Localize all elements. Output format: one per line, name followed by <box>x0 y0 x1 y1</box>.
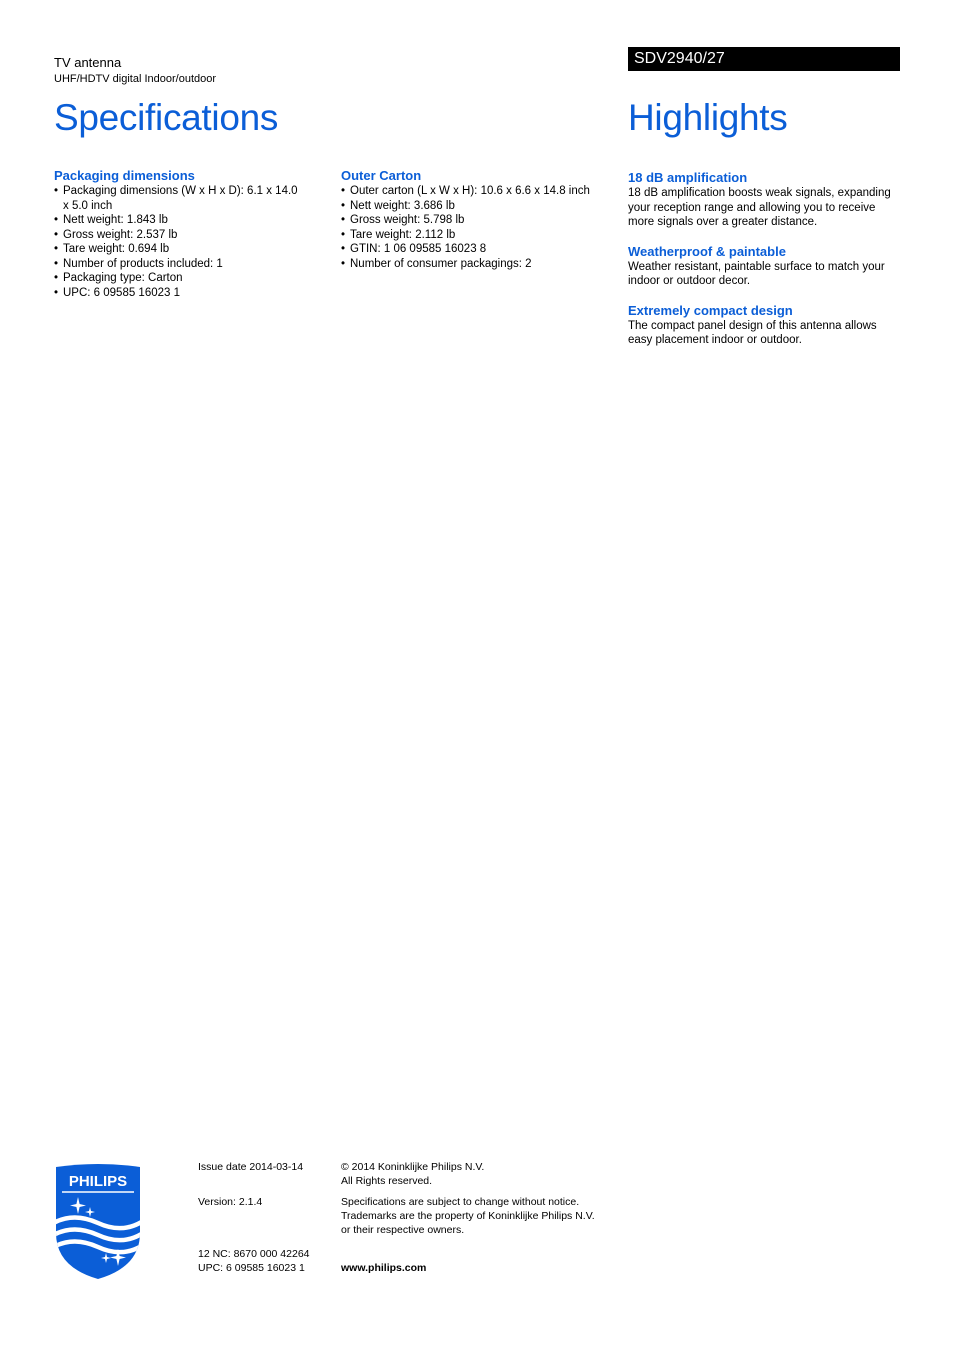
upc-number: UPC: 6 09585 16023 1 <box>198 1262 305 1274</box>
notice-line: Trademarks are the property of Koninklijke Philips N.V. <box>341 1210 595 1222</box>
legal-notice <box>341 1195 621 1237</box>
highlight-heading: Extremely compact design <box>628 302 793 318</box>
highlights-title: Highlights <box>628 97 788 138</box>
highlight-item <box>628 170 903 230</box>
list-item: • Gross weight: 2.537 lb <box>54 228 304 243</box>
packaging-dimensions-list <box>54 184 304 300</box>
outer-carton-section <box>341 168 621 271</box>
copyright-line: All Rights reserved. <box>341 1175 433 1187</box>
product-type: TV antenna <box>54 55 122 70</box>
copyright-line: © 2014 Koninklijke Philips N.V. <box>341 1161 485 1173</box>
website-link[interactable]: www.philips.com <box>341 1262 427 1274</box>
list-item: • Nett weight: 1.843 lb <box>54 213 304 228</box>
highlight-item <box>628 244 903 289</box>
highlight-text: Weather resistant, paintable surface to match your indoor or outdoor decor. <box>628 260 885 287</box>
list-item: • Gross weight: 5.798 lb <box>341 213 621 228</box>
list-item: • Packaging type: Carton <box>54 271 304 286</box>
highlights-section <box>628 170 903 362</box>
model-number-bar: SDV2940/27 <box>628 47 900 71</box>
packaging-dimensions-section <box>54 168 304 300</box>
svg-text:PHILIPS: PHILIPS <box>68 1173 128 1190</box>
copyright <box>341 1160 621 1188</box>
product-subtitle: UHF/HDTV digital Indoor/outdoor <box>54 73 217 85</box>
list-item: • Outer carton (L x W x H): 10.6 x 6.6 x 14.8 inch <box>341 184 621 199</box>
notice-line: or their respective owners. <box>341 1224 465 1236</box>
list-item: • Tare weight: 0.694 lb <box>54 242 304 257</box>
list-item: • UPC: 6 09585 16023 1 <box>54 286 304 301</box>
packaging-dimensions-heading: Packaging dimensions <box>54 168 195 183</box>
list-item: • Number of consumer packagings: 2 <box>341 257 621 272</box>
philips-shield-icon <box>54 1163 142 1280</box>
version: Version: 2.1.4 <box>198 1196 263 1208</box>
outer-carton-heading: Outer Carton <box>341 168 422 183</box>
highlight-text: 18 dB amplification boosts weak signals, expanding your reception range and allowing you to receive more signals over a greater distance. <box>628 187 891 228</box>
highlight-text: The compact panel design of this antenna allows easy placement indoor or outdoor. <box>628 319 877 346</box>
specifications-title: Specifications <box>54 97 279 138</box>
outer-carton-list <box>341 184 621 271</box>
list-item: • Packaging dimensions (W x H x D): 6.1 x 14.0 x 5.0 inch <box>54 184 304 213</box>
list-item: • Number of products included: 1 <box>54 257 304 272</box>
notice-line: Specifications are subject to change without notice. <box>341 1196 580 1208</box>
issue-date: Issue date 2014-03-14 <box>198 1161 304 1173</box>
list-item: • GTIN: 1 06 09585 16023 8 <box>341 242 621 257</box>
highlight-heading: 18 dB amplification <box>628 170 748 185</box>
list-item: • Nett weight: 3.686 lb <box>341 199 621 214</box>
highlight-heading: Weatherproof & paintable <box>628 243 786 259</box>
nc-number: 12 NC: 8670 000 42264 <box>198 1248 310 1260</box>
list-item: • Tare weight: 2.112 lb <box>341 228 621 243</box>
highlight-item <box>628 303 903 348</box>
philips-shield-logo <box>54 1163 142 1280</box>
